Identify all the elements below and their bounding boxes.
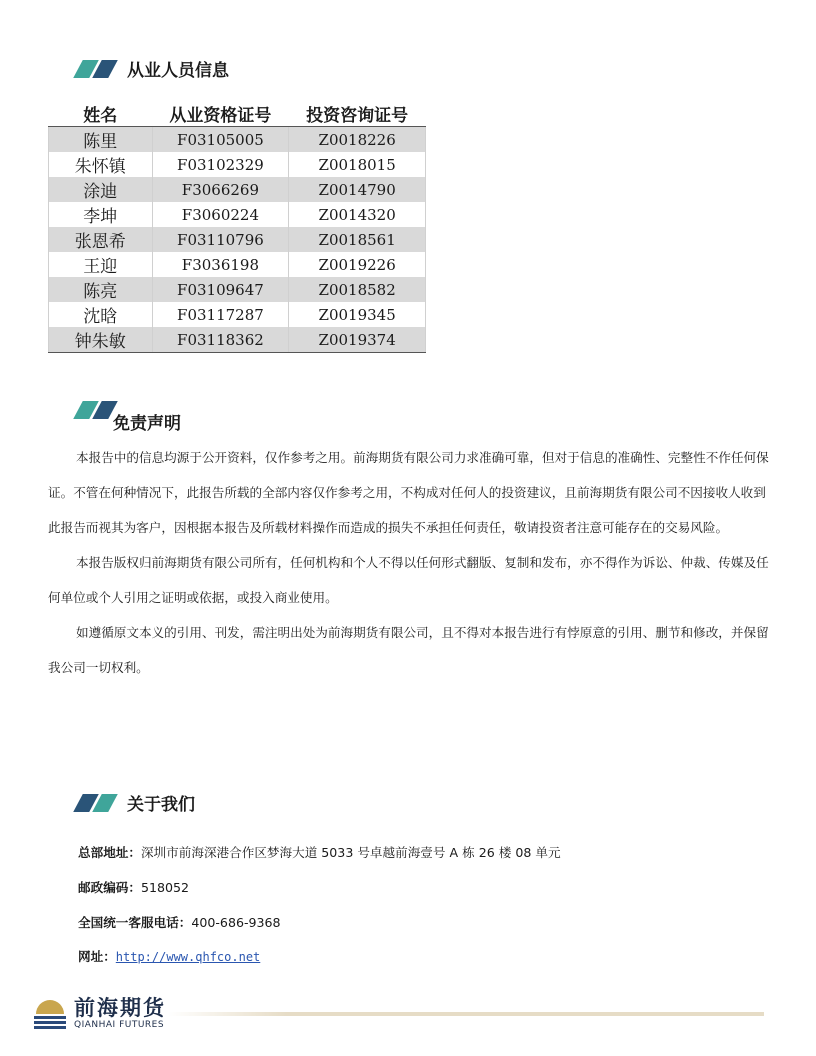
table-row <box>49 177 426 202</box>
consulting-number: Z0019374 <box>289 327 426 353</box>
address-label: 总部地址： <box>78 845 141 860</box>
table-header-row <box>49 101 426 127</box>
staff-name: 沈晗 <box>49 302 153 327</box>
qualification-number: F3036198 <box>152 252 289 277</box>
staff-name: 朱怀镇 <box>49 152 153 177</box>
table-row <box>49 152 426 177</box>
consulting-number: Z0018226 <box>289 127 426 153</box>
website-label: 网址： <box>78 949 116 964</box>
postcode-value: 518052 <box>140 880 190 895</box>
qianhai-emblem-icon <box>30 994 70 1032</box>
col-header-qualification: 从业资格证号 <box>152 101 289 127</box>
staff-name: 陈亮 <box>49 277 153 302</box>
staff-name: 陈里 <box>49 127 153 153</box>
hotline-value: 400-686-9368 <box>191 915 281 930</box>
qualification-number: F03109647 <box>152 277 289 302</box>
consulting-number: Z0018582 <box>289 277 426 302</box>
qualification-number: F03110796 <box>152 227 289 252</box>
staff-name: 王迎 <box>49 252 153 277</box>
col-header-consulting: 投资咨询证号 <box>289 101 426 127</box>
section-title-disclaimer: 免责声明 <box>113 414 181 434</box>
consulting-number: Z0019345 <box>289 302 426 327</box>
table-row <box>49 127 426 153</box>
staff-name: 张恩希 <box>49 227 153 252</box>
staff-name: 钟朱敏 <box>49 327 153 353</box>
disclaimer-body <box>48 440 770 685</box>
section-mark-icon <box>78 794 113 812</box>
section-header-staff <box>78 56 229 81</box>
qualification-number: F03105005 <box>152 127 289 153</box>
postcode-label: 邮政编码： <box>78 880 141 895</box>
logo-chinese-name: 前海期货 <box>74 995 166 1020</box>
qualification-number: F3066269 <box>152 177 289 202</box>
hotline-label: 全国统一客服电话： <box>78 915 192 930</box>
table-row <box>49 327 426 353</box>
staff-name: 李坤 <box>49 202 153 227</box>
staff-table <box>48 101 426 353</box>
section-title-staff: 从业人员信息 <box>127 61 229 81</box>
section-title-about: 关于我们 <box>127 795 195 815</box>
staff-name: 涂迪 <box>49 177 153 202</box>
consulting-number: Z0018015 <box>289 152 426 177</box>
consulting-number: Z0014320 <box>289 202 426 227</box>
contact-hotline <box>78 912 281 931</box>
section-mark-icon <box>78 60 113 78</box>
website-link[interactable]: http://www.qhfco.net <box>115 950 261 964</box>
footer-divider <box>168 1012 764 1016</box>
table-row <box>49 277 426 302</box>
table-row <box>49 252 426 277</box>
disclaimer-paragraph: 本报告中的信息均源于公开资料，仅作参考之用。前海期货有限公司力求准确可靠，但对于信息的准确性、完整性不作任何保证。不管在何种情况下，此报告所载的全部内容仅作参考之用，不构成对任何人的投资建议，且前海期货有限公司不因接收人收到此报告而视其为客户，因根据本报告及所载材料操作而造成的损失不承担任何责任，敬请投资者注意可能存在的交易风险。 <box>48 450 769 535</box>
address-value: 深圳市前海深港合作区梦海大道 5033 号卓越前海壹号 A 栋 26 楼 08 单元 <box>140 845 561 860</box>
col-header-name: 姓名 <box>49 101 153 127</box>
table-row <box>49 302 426 327</box>
qualification-number: F03117287 <box>152 302 289 327</box>
disclaimer-paragraph: 如遵循原文本义的引用、刊发，需注明出处为前海期货有限公司，且不得对本报告进行有悖原意的引用、删节和修改，并保留我公司一切权利。 <box>48 625 769 675</box>
qualification-number: F03102329 <box>152 152 289 177</box>
consulting-number: Z0019226 <box>289 252 426 277</box>
contact-postcode <box>78 877 189 896</box>
section-mark-icon <box>78 401 113 419</box>
section-header-about <box>78 790 195 815</box>
consulting-number: Z0014790 <box>289 177 426 202</box>
qualification-number: F03118362 <box>152 327 289 353</box>
contact-website <box>78 946 260 965</box>
consulting-number: Z0018561 <box>289 227 426 252</box>
disclaimer-paragraph: 本报告版权归前海期货有限公司所有，任何机构和个人不得以任何形式翻版、复制和发布，亦不得作为诉讼、仲裁、传媒及任何单位或个人引用之证明或依据，或投入商业使用。 <box>48 555 769 605</box>
contact-address <box>78 842 561 861</box>
table-row <box>49 227 426 252</box>
footer-logo <box>30 994 166 1032</box>
logo-english-name: QIANHAI FUTURES <box>74 1020 165 1030</box>
qualification-number: F3060224 <box>152 202 289 227</box>
section-header-disclaimer <box>78 385 181 434</box>
table-row <box>49 202 426 227</box>
